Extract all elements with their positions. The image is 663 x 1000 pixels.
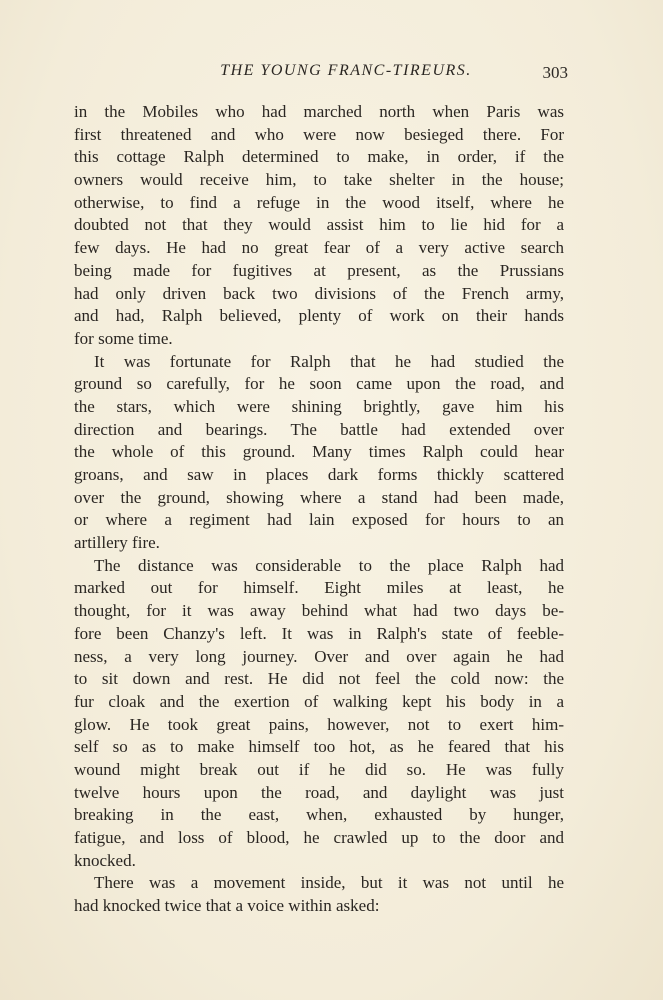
text-line: ness, a very long journey. Over and over again he had (74, 646, 564, 666)
text-line: self so as to make himself too hot, as he feared that his (74, 737, 564, 757)
page-number: 303 (542, 63, 568, 82)
text-line: twelve hours upon the road, and daylight was just (74, 782, 564, 802)
text-line: artillery fire. (74, 533, 160, 553)
text-line: fur cloak and the exertion of walking kept his body in a (74, 691, 564, 711)
text-line: thought, for it was away behind what had two days be- (74, 601, 564, 621)
text-line: being made for fugitives at present, as the Prussians (74, 260, 564, 280)
body-text (74, 101, 564, 918)
text-line: knocked. (74, 850, 136, 870)
paragraph (74, 555, 564, 873)
paragraph (74, 351, 564, 555)
text-line: in the Mobiles who had marched north when Paris was (74, 102, 564, 121)
text-line: otherwise, to find a refuge in the wood itself, where he (74, 192, 564, 212)
text-line: glow. He took great pains, however, not to exert him- (74, 714, 564, 734)
text-line: fore been Chanzy's left. It was in Ralph's state of feeble- (74, 623, 564, 643)
text-line: owners would receive him, to take shelter in the house; (74, 170, 564, 190)
text-line: over the ground, showing where a stand had been made, (74, 487, 564, 507)
text-line: direction and bearings. The battle had extended over (74, 419, 564, 439)
text-line: few days. He had no great fear of a very active search (74, 238, 564, 258)
text-line: groans, and saw in places dark forms thickly scattered (74, 465, 564, 484)
running-head (74, 62, 568, 86)
paragraph (74, 872, 564, 917)
text-line: had only driven back two divisions of the French army, (74, 283, 564, 303)
running-title: THE YOUNG FRANC-TIREURS. (220, 62, 472, 79)
text-line: the stars, which were shining brightly, gave him his (74, 396, 564, 416)
text-line: It was fortunate for Ralph that he had studied the (94, 351, 564, 371)
text-line: first threatened and who were now besieged there. For (74, 124, 564, 144)
text-line: the whole of this ground. Many times Ralph could hear (74, 442, 564, 462)
text-line: wound might break out if he did so. He was fully (74, 759, 564, 779)
text-line: to sit down and rest. He did not feel the cold now: the (74, 669, 564, 689)
text-line: for some time. (74, 328, 173, 348)
text-line: or where a regiment had lain exposed for hours to an (74, 510, 564, 530)
text-line: marked out for himself. Eight miles at least, he (74, 578, 564, 598)
text-line: There was a movement inside, but it was not until he (94, 873, 564, 893)
text-line: The distance was considerable to the place Ralph had (94, 555, 564, 575)
text-line: had knocked twice that a voice within asked: (74, 896, 380, 916)
text-line: fatigue, and loss of blood, he crawled up to the door and (74, 828, 564, 847)
text-line: and had, Ralph believed, plenty of work on their hands (74, 306, 564, 326)
text-line: breaking in the east, when, exhausted by hunger, (74, 805, 564, 825)
paragraph (74, 101, 564, 351)
text-line: this cottage Ralph determined to make, in order, if the (74, 147, 564, 167)
text-line: ground so carefully, for he soon came upon the road, and (74, 374, 564, 394)
text-line: doubted not that they would assist him to lie hid for a (74, 215, 564, 235)
